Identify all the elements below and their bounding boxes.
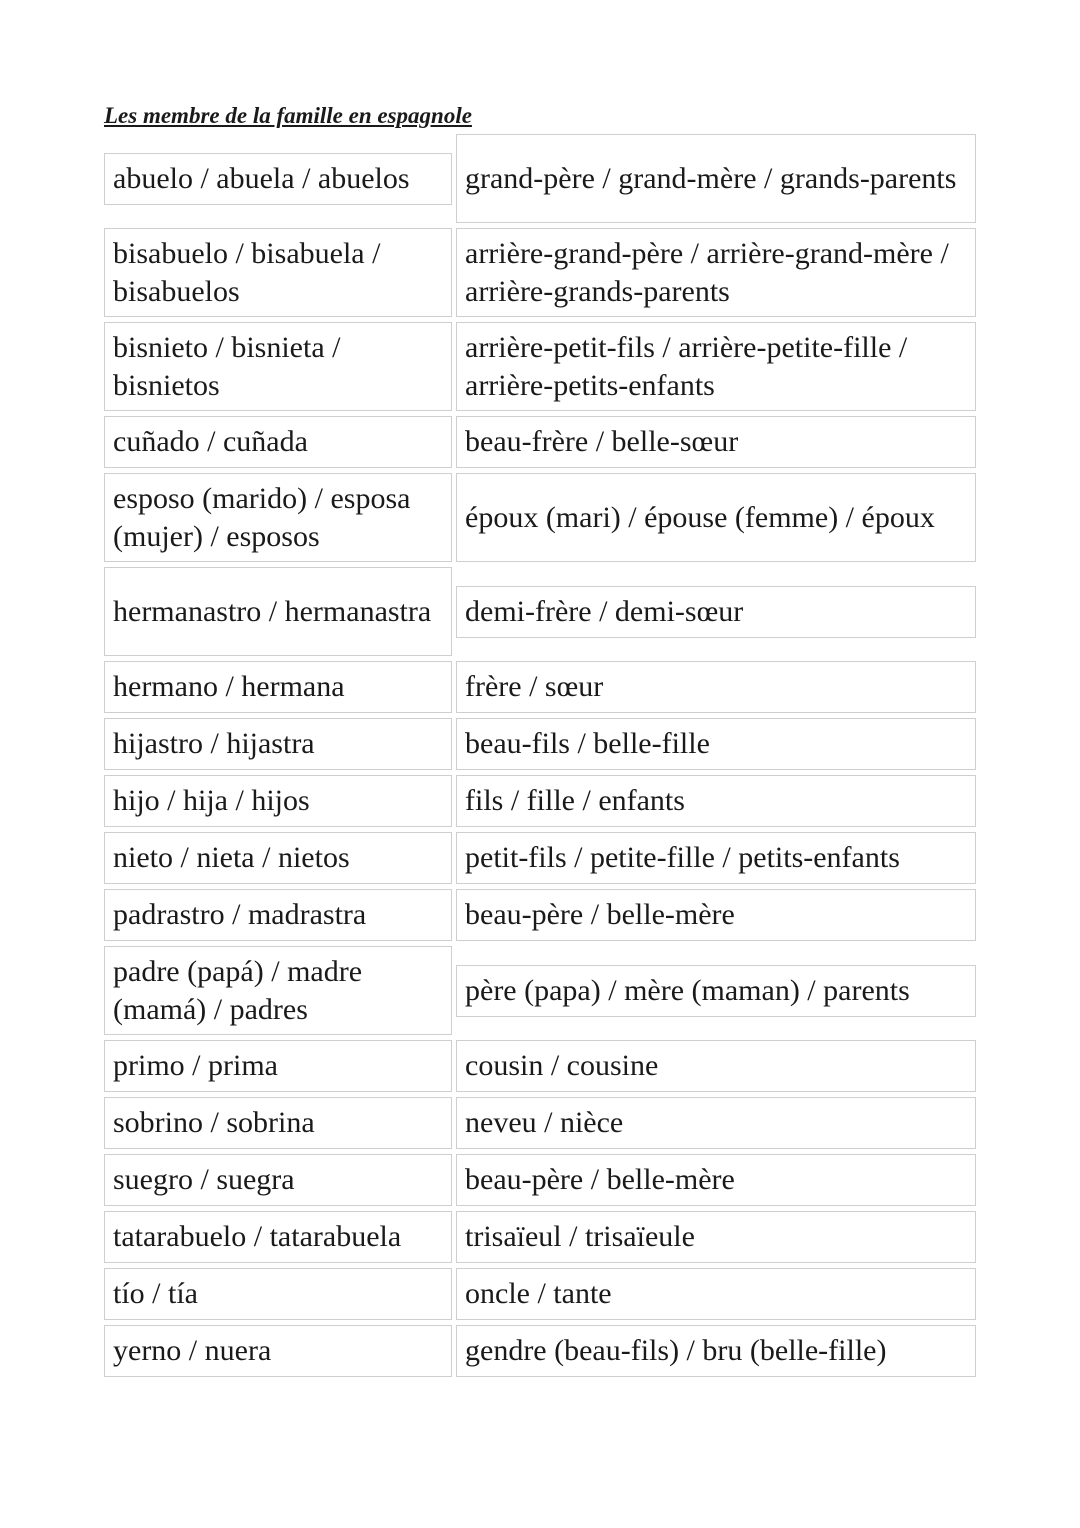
spanish-term: cuñado / cuñada — [104, 416, 452, 468]
french-translation: époux (mari) / épouse (femme) / époux — [456, 473, 976, 562]
table-row — [104, 946, 976, 1035]
spanish-term: nieto / nieta / nietos — [104, 832, 452, 884]
french-translation: trisaïeul / trisaïeule — [456, 1211, 976, 1263]
spanish-term: tío / tía — [104, 1268, 452, 1320]
french-translation: grand-père / grand-mère / grands-parents — [456, 134, 976, 223]
table-row — [104, 322, 976, 411]
table-row — [104, 832, 976, 884]
spanish-term: abuelo / abuela / abuelos — [104, 153, 452, 205]
table-row — [104, 228, 976, 317]
page-title: Les membre de la famille en espagnole — [104, 103, 472, 128]
spanish-term: bisnieto / bisnieta / bisnietos — [104, 322, 452, 411]
table-row — [104, 473, 976, 562]
vocabulary-table — [104, 134, 976, 1382]
french-translation: beau-père / belle-mère — [456, 889, 976, 941]
french-translation: beau-père / belle-mère — [456, 1154, 976, 1206]
french-translation: arrière-grand-père / arrière-grand-mère / arrière-grands-parents — [456, 228, 976, 317]
table-row — [104, 567, 976, 656]
spanish-term: yerno / nuera — [104, 1325, 452, 1377]
french-translation: neveu / nièce — [456, 1097, 976, 1149]
spanish-term: hijastro / hijastra — [104, 718, 452, 770]
french-translation: beau-frère / belle-sœur — [456, 416, 976, 468]
french-translation: fils / fille / enfants — [456, 775, 976, 827]
table-row — [104, 661, 976, 713]
table-row — [104, 1325, 976, 1377]
french-translation: père (papa) / mère (maman) / parents — [456, 965, 976, 1017]
table-row — [104, 775, 976, 827]
table-row — [104, 416, 976, 468]
table-row — [104, 889, 976, 941]
table-row — [104, 718, 976, 770]
french-translation: beau-fils / belle-fille — [456, 718, 976, 770]
french-translation: gendre (beau-fils) / bru (belle-fille) — [456, 1325, 976, 1377]
spanish-term: tatarabuelo / tatarabuela — [104, 1211, 452, 1263]
table-row — [104, 1154, 976, 1206]
french-translation: petit-fils / petite-fille / petits-enfants — [456, 832, 976, 884]
spanish-term: hermanastro / hermanastra — [104, 567, 452, 656]
spanish-term: padrastro / madrastra — [104, 889, 452, 941]
french-translation: frère / sœur — [456, 661, 976, 713]
spanish-term: hermano / hermana — [104, 661, 452, 713]
table-row — [104, 1211, 976, 1263]
table-row — [104, 134, 976, 223]
french-translation: oncle / tante — [456, 1268, 976, 1320]
table-row — [104, 1097, 976, 1149]
spanish-term: sobrino / sobrina — [104, 1097, 452, 1149]
spanish-term: padre (papá) / madre (mamá) / padres — [104, 946, 452, 1035]
table-row — [104, 1040, 976, 1092]
spanish-term: bisabuelo / bisabuela / bisabuelos — [104, 228, 452, 317]
french-translation: cousin / cousine — [456, 1040, 976, 1092]
french-translation: arrière-petit-fils / arrière-petite-fille / arrière-petits-enfants — [456, 322, 976, 411]
table-row — [104, 1268, 976, 1320]
spanish-term: hijo / hija / hijos — [104, 775, 452, 827]
spanish-term: suegro / suegra — [104, 1154, 452, 1206]
french-translation: demi-frère / demi-sœur — [456, 586, 976, 638]
spanish-term: primo / prima — [104, 1040, 452, 1092]
spanish-term: esposo (marido) / esposa (mujer) / esposos — [104, 473, 452, 562]
